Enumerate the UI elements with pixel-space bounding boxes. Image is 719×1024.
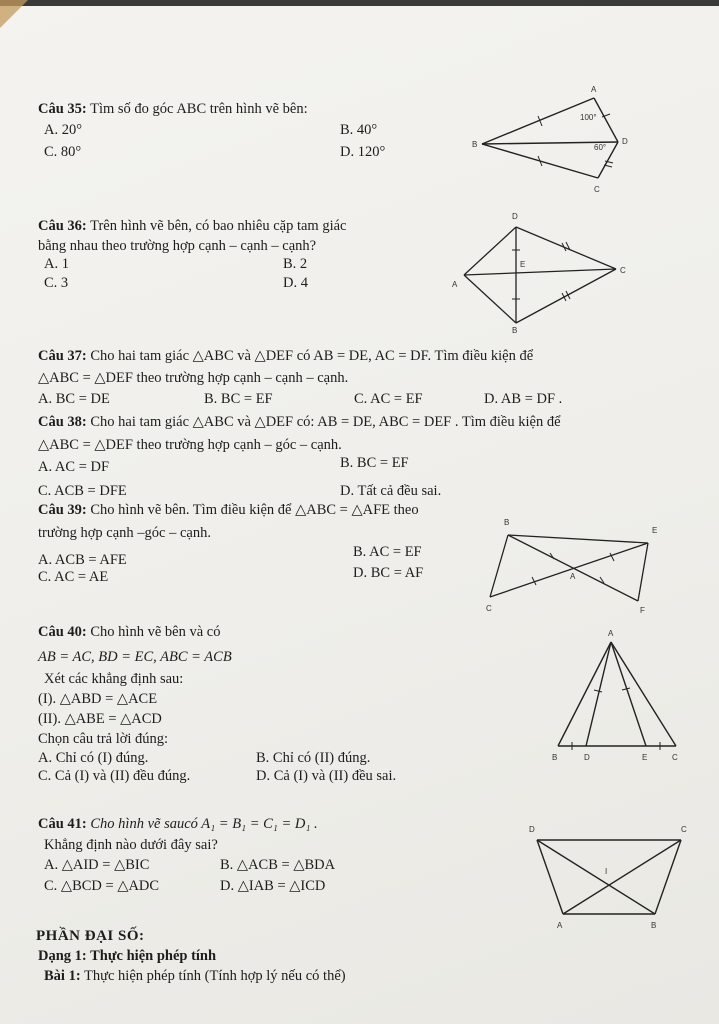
q35-option-a: A. 20° (44, 122, 83, 138)
q39-label-e: E (652, 526, 658, 535)
q38-stem-line2: △ABC = △DEF theo trường hợp cạnh – góc – cạnh. (38, 437, 342, 453)
q41-label-a: A (557, 921, 563, 930)
q35-angle-60: 60° (594, 143, 607, 152)
q35-label-b: B (472, 140, 478, 149)
q38-stem-line1: Câu 38: Cho hai tam giác △ABC và △DEF có: AB = DE, ABC = DEF . Tìm điều kiện để (38, 414, 561, 430)
q40-label-d: D (584, 753, 590, 762)
q38-option-c: C. ACB = DFE (38, 483, 127, 499)
q39-option-c: C. AC = AE (38, 569, 109, 585)
q40-stem-line2: AB = AC, BD = EC, ABC = ACB (38, 649, 232, 665)
q40-label-e: E (642, 753, 648, 762)
algebra-exercise-1: Bài 1: Thực hiện phép tính (Tính hợp lý nếu có thể) (44, 968, 346, 984)
q40-stem-line3: Xét các khẳng định sau: (44, 671, 184, 687)
q36-option-c: C. 3 (44, 275, 69, 291)
q39-label-c: C (486, 604, 492, 613)
q40-option-d: D. Cả (I) và (II) đều sai. (256, 768, 397, 784)
q35-label-d: D (622, 137, 628, 146)
q37-option-c: C. AC = EF (354, 391, 423, 407)
q41-label-c: C (681, 825, 687, 834)
q35-option-c: C. 80° (44, 144, 82, 160)
q35-angle-100: 100° (580, 113, 597, 122)
q40-statement-2: (II). △ABE = △ACD (38, 711, 162, 727)
q35-label-a: A (591, 85, 597, 94)
q35-option-d: D. 120° (340, 144, 386, 160)
q39-option-b: B. AC = EF (353, 544, 422, 560)
q37-option-d: D. AB = DF . (484, 391, 563, 407)
q41-stem-line2: Khẳng định nào dưới đây sai? (44, 837, 218, 853)
q38-option-d: D. Tất cả đều sai. (340, 483, 442, 499)
q40-stem-line1: Câu 40: Cho hình vẽ bên và có (38, 624, 221, 640)
q36-label-d: D (512, 212, 518, 221)
q37-option-a: A. BC = DE (38, 391, 110, 407)
q40-label-a: A (608, 629, 614, 638)
q35-figure (470, 82, 650, 202)
q36-option-d: D. 4 (283, 275, 308, 291)
q36-label-b: B (512, 326, 518, 335)
q40-option-a: A. Chỉ có (I) đúng. (38, 750, 149, 766)
q41-option-c: C. △BCD = △ADC (44, 878, 160, 894)
q36-stem-line1: Câu 36: Trên hình vẽ bên, có bao nhiêu cặp tam giác (38, 218, 347, 234)
q35-stem: Câu 35: Tìm số đo góc ABC trên hình vẽ bên: (38, 101, 308, 117)
q38-option-a: A. AC = DF (38, 459, 110, 475)
q39-option-a: A. ACB = AFE (38, 552, 127, 568)
q36-label-e: E (520, 260, 526, 269)
q39-label-a: A (570, 572, 576, 581)
q36-figure (452, 205, 642, 335)
q41-stem-line1: Câu 41: Cho hình vẽ saucó A₁ = B₁ = C₁ = D₁ . (38, 816, 318, 832)
q36-option-a: A. 1 (44, 256, 69, 272)
q35-label-c: C (594, 185, 600, 194)
q41-option-b: B. △ACB = △BDA (220, 857, 336, 873)
q39-option-d: D. BC = AF (353, 565, 424, 581)
q38-option-b: B. BC = EF (340, 455, 409, 471)
q40-label-b: B (552, 753, 558, 762)
q36-label-c: C (620, 266, 626, 275)
algebra-heading: PHẦN ĐẠI SỐ: (36, 928, 145, 944)
q35-option-b: B. 40° (340, 122, 378, 138)
q36-stem-line2: bằng nhau theo trường hợp cạnh – cạnh – cạnh? (38, 238, 317, 254)
q37-stem-line1: Câu 37: Cho hai tam giác △ABC và △DEF có AB = DE, AC = DF. Tìm điều kiện để (38, 348, 534, 364)
q39-figure (480, 515, 670, 615)
q40-choose: Chọn câu trả lời đúng: (38, 731, 169, 747)
q39-stem-line1: Câu 39: Cho hình vẽ bên. Tìm điều kiện để △ABC = △AFE theo (38, 502, 419, 518)
q36-label-a: A (452, 280, 458, 289)
q41-label-d: D (529, 825, 535, 834)
q39-label-b: B (504, 518, 510, 527)
q41-label-i: I (605, 867, 608, 876)
q41-option-a: A. △AID = △BIC (44, 857, 150, 873)
q41-option-d: D. △IAB = △ICD (220, 878, 326, 894)
q41-label-b: B (651, 921, 657, 930)
algebra-type-1: Dạng 1: Thực hiện phép tính (38, 948, 217, 964)
q37-stem-line2: △ABC = △DEF theo trường hợp cạnh – cạnh – cạnh. (38, 370, 349, 386)
q40-label-c: C (672, 753, 678, 762)
q39-stem-line2: trường hợp cạnh –góc – cạnh. (38, 525, 211, 541)
q40-option-c: C. Cả (I) và (II) đều đúng. (38, 768, 191, 784)
table-corner (0, 0, 28, 28)
photo-edge (0, 0, 719, 6)
q40-option-b: B. Chỉ có (II) đúng. (256, 750, 371, 766)
q41-figure (525, 818, 695, 933)
q40-figure (548, 628, 698, 768)
q37-option-b: B. BC = EF (204, 391, 273, 407)
q36-option-b: B. 2 (283, 256, 308, 272)
q39-label-f: F (640, 606, 645, 615)
q40-statement-1: (I). △ABD = △ACE (38, 691, 158, 707)
